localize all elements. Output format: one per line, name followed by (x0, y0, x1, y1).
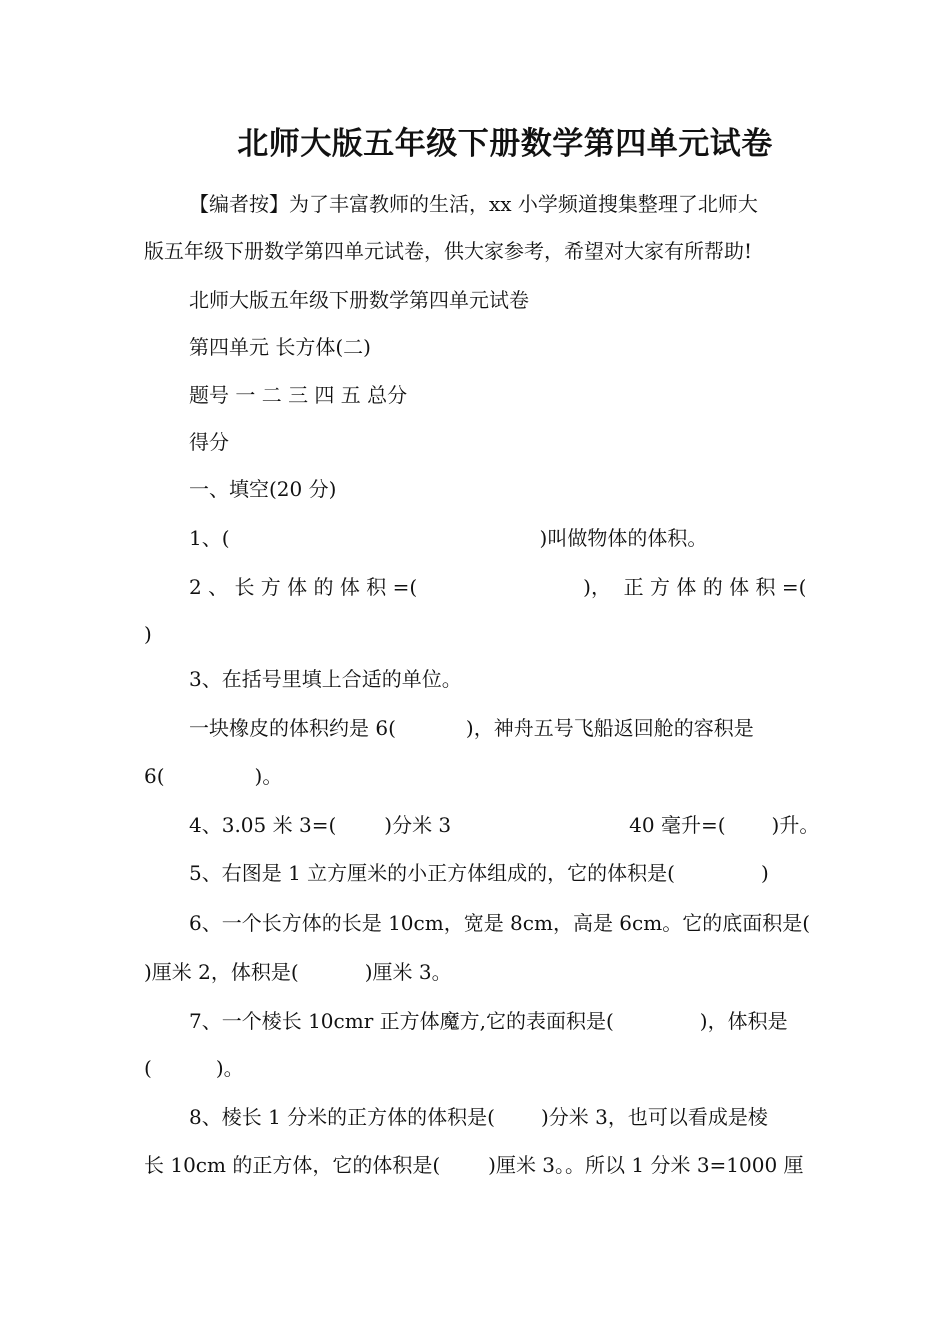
q6-line-2 (144, 958, 806, 986)
document-title: 北师大版五年级下册数学第四单元试卷 (237, 126, 773, 162)
q2-part-b: )， 正 方 体 的 体 积 =( (583, 575, 807, 599)
question-2 (189, 573, 806, 601)
q8-part-c: 长 10cm 的正方体，它的体积是( (144, 1153, 441, 1177)
score-table-row-label: 得分 (189, 430, 229, 454)
q5-part-a: 5、右图是 1 立方厘米的小正方体组成的，它的体积是( (189, 861, 675, 885)
q6-part-b: )厘米 2，体积是( (144, 960, 299, 984)
q8-part-d: )厘米 3。。所以 1 分米 3=1000 厘 (488, 1153, 804, 1177)
q7-part-c: ( (144, 1056, 152, 1080)
q7-part-d: )。 (215, 1056, 244, 1080)
question-1 (189, 524, 806, 552)
q8-line-2 (144, 1151, 806, 1179)
question-7 (189, 1007, 806, 1035)
q6-part-c: )厘米 3。 (364, 960, 452, 984)
q4-part-a: 4、3.05 米 3=( (189, 813, 337, 837)
section-1-heading: 一、填空(20 分) (189, 477, 337, 501)
question-5 (189, 859, 806, 887)
q3-line-1 (189, 714, 806, 742)
q1-part-a: 1、( (189, 526, 230, 550)
q3-line-2 (144, 762, 806, 790)
question-4 (189, 811, 820, 839)
q7-line-2 (144, 1054, 806, 1082)
q4-part-c: 40 毫升=( (629, 813, 726, 837)
q3-part-c: 6( (144, 764, 165, 788)
intro-line-2: 版五年级下册数学第四单元试卷，供大家参考，希望对大家有所帮助! (144, 239, 753, 263)
q1-part-b: )叫做物体的体积。 (539, 526, 708, 550)
question-8 (189, 1103, 806, 1131)
q4-part-b: )分米 3 (384, 813, 452, 837)
question-3: 3、在括号里填上合适的单位。 (189, 667, 462, 691)
score-table-header: 题号 一 二 三 四 五 总分 (189, 383, 408, 407)
q3-part-a: 一块橡皮的体积约是 6( (189, 716, 396, 740)
q7-part-a: 7、一个棱长 10cmr 正方体魔方,它的表面积是( (189, 1009, 614, 1033)
q3-part-b: )，神舟五号飞船返回舱的容积是 (465, 716, 754, 740)
q8-part-b: )分米 3，也可以看成是棱 (540, 1105, 768, 1129)
q7-part-b: )，体积是 (699, 1009, 788, 1033)
intro-line-1: 【编者按】为了丰富教师的生活，xx 小学频道搜集整理了北师大 (189, 192, 758, 216)
unit-heading: 第四单元 长方体(二) (189, 335, 371, 359)
q5-part-b: ) (760, 861, 769, 885)
q8-part-a: 8、棱长 1 分米的正方体的体积是( (189, 1105, 495, 1129)
question-6: 6、一个长方体的长是 10cm，宽是 8cm，高是 6cm。它的底面积是( (189, 911, 810, 935)
q2-part-c: ) (144, 622, 152, 646)
subtitle: 北师大版五年级下册数学第四单元试卷 (189, 288, 529, 312)
q4-part-d: )升。 (771, 813, 820, 837)
q2-part-a: 2 、 长 方 体 的 体 积 =( (189, 575, 418, 599)
q3-part-d: )。 (254, 764, 283, 788)
